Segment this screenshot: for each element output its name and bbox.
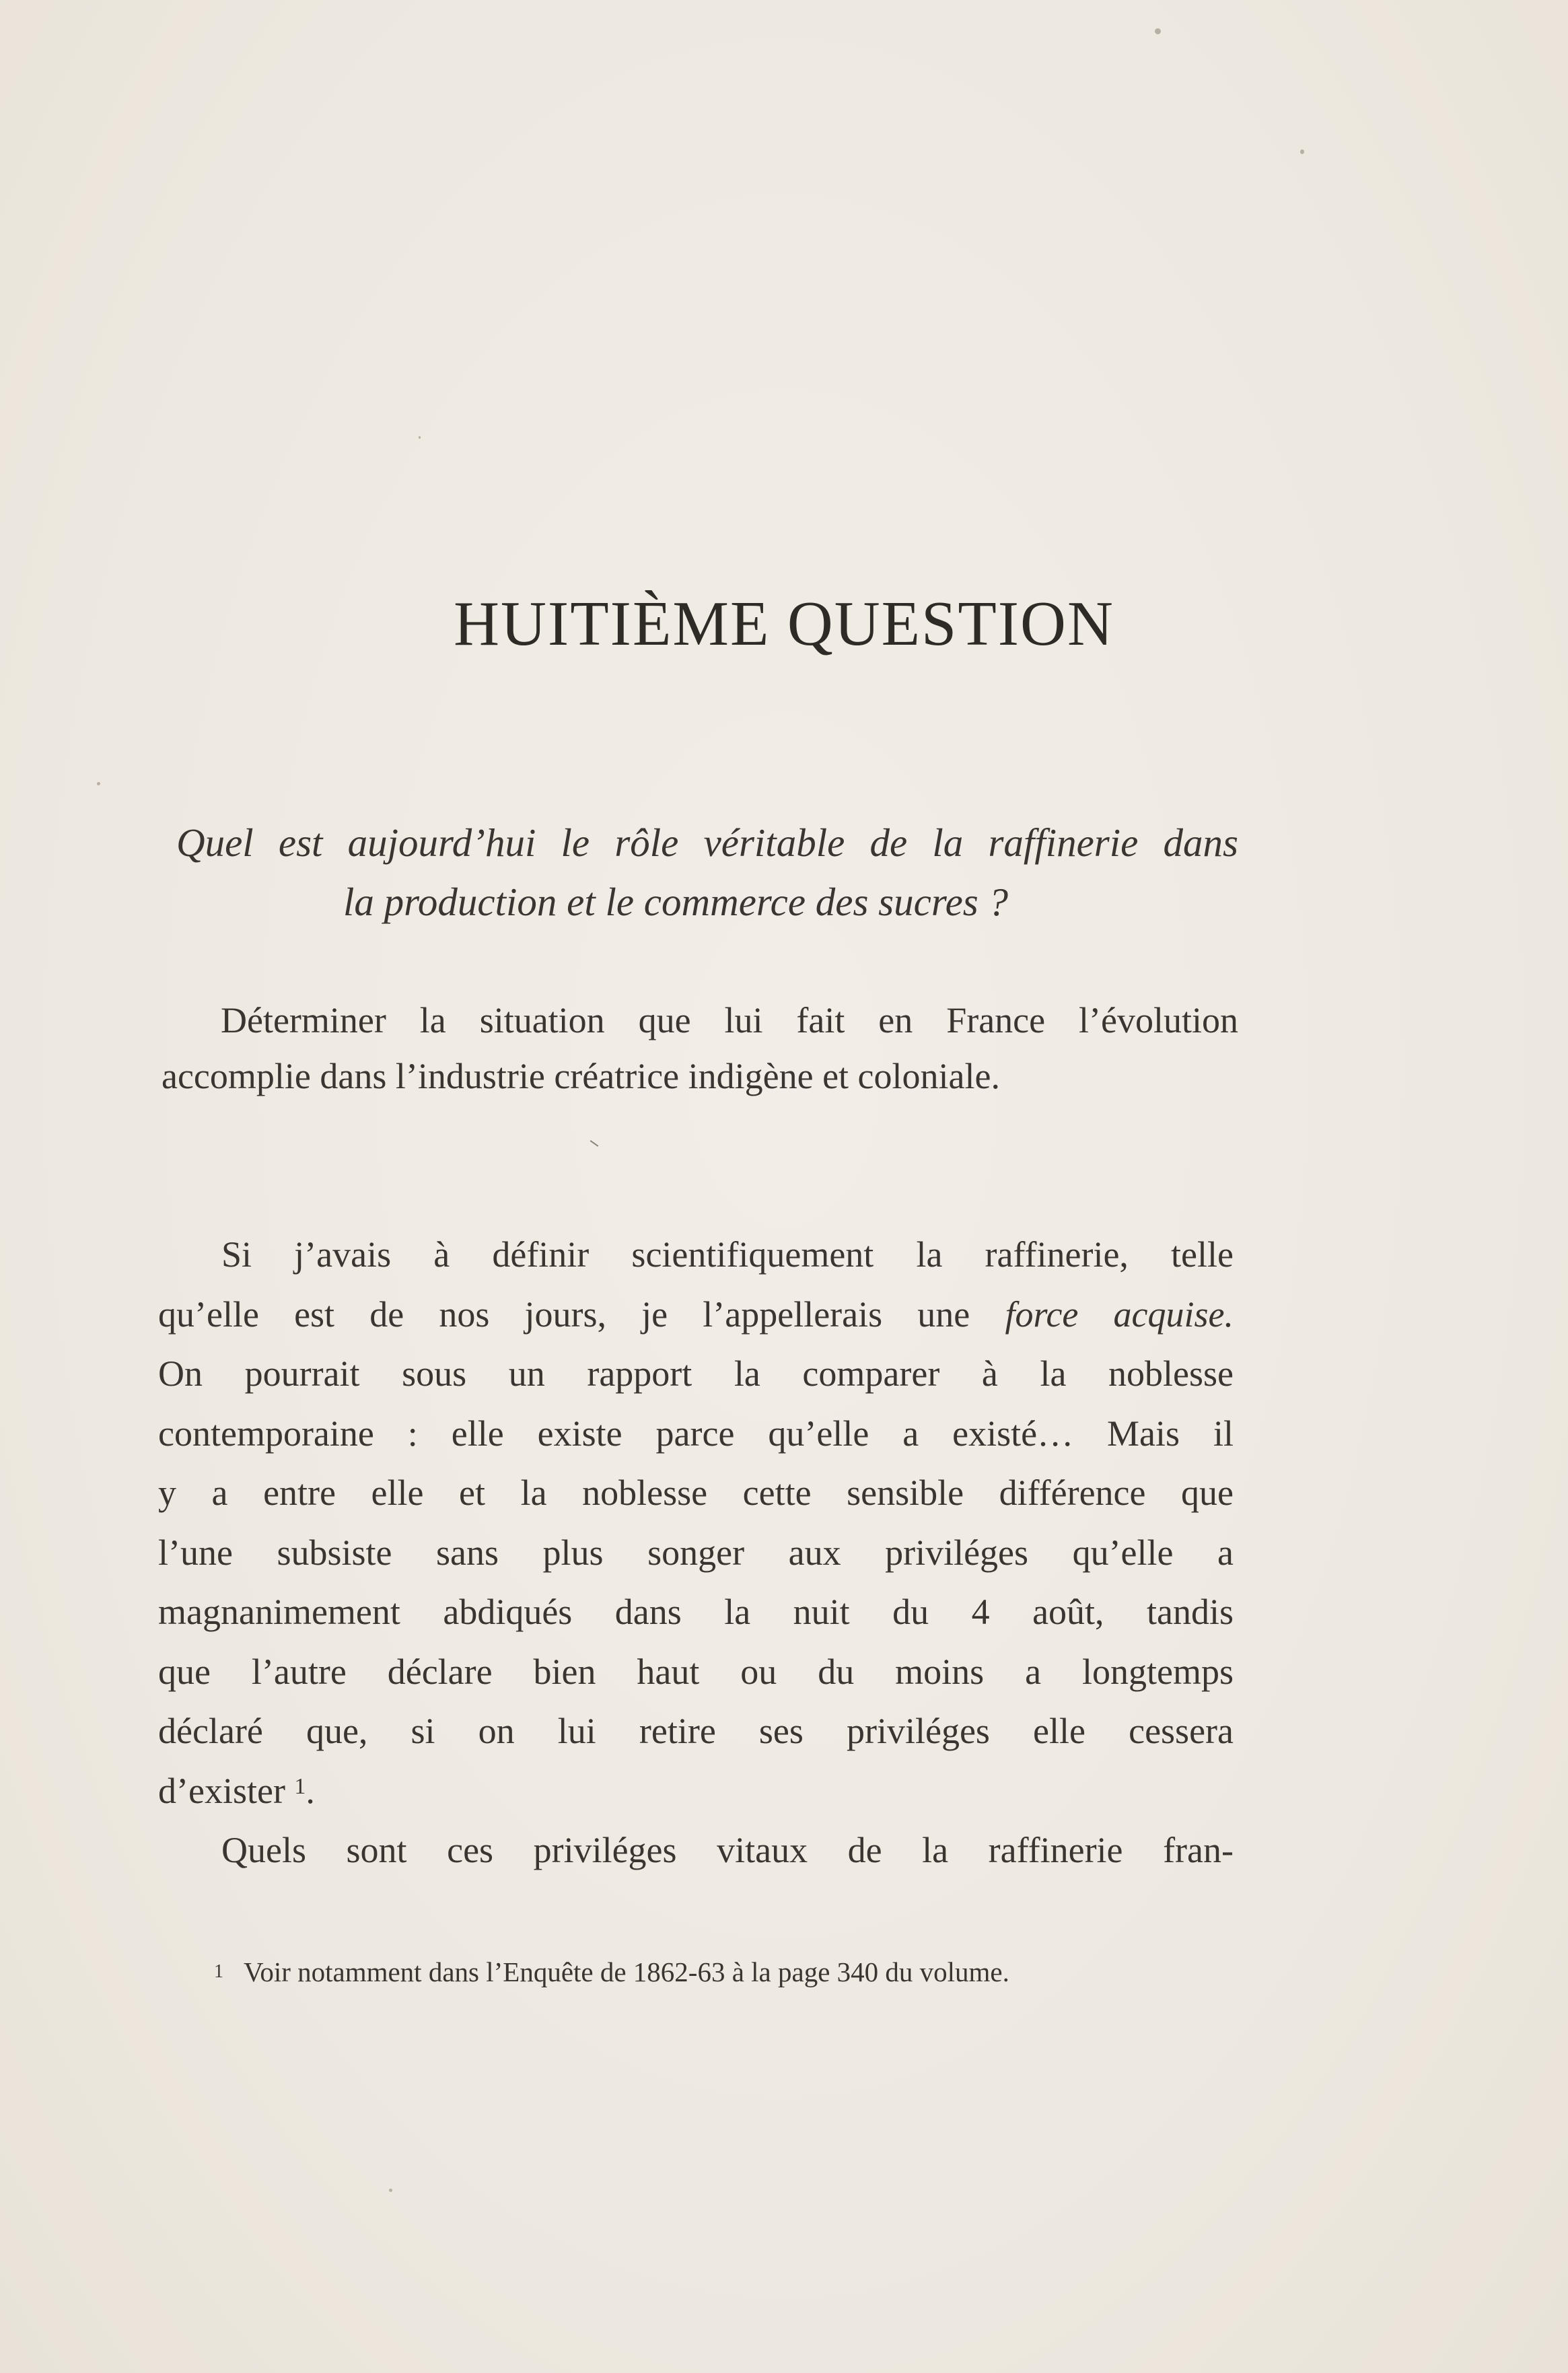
body-line-7: magnanimement abdiqués dans la nuit du 4 août, tandis [158,1592,1234,1632]
task-line-1: Déterminer la situation que lui fait en France l’évolution [221,1000,1238,1040]
body-line-2 [158,1285,1234,1345]
footnote-number: 1 [214,1961,223,1982]
body-line-11: Quels sont ces priviléges vitaux de la raffinerie fran- [221,1830,1234,1870]
body-line-6: l’une subsiste sans plus songer aux priviléges qu’elle a [158,1532,1234,1573]
ink-mark [590,1140,599,1147]
body-line-10-end: . [306,1770,315,1811]
body-line-10-text: d’exister [158,1770,285,1811]
footnote-text: Voir notamment dans l’Enquête de 1862-63 à la page 340 du volume. [244,1956,1009,1987]
paper-speck [419,436,421,439]
body-line-3: On pourrait sous un rapport la comparer à la noblesse [158,1353,1234,1394]
footnote-ref: 1 [294,1773,306,1799]
paper-speck [97,782,100,785]
chapter-title: HUITIÈME QUESTION [454,589,1114,659]
body-line-5: y a entre elle et la noblesse cette sensible différence que [158,1473,1234,1513]
paper-speck [1155,28,1161,34]
task-paragraph [162,993,1238,1104]
body-line-8: que l’autre déclare bien haut ou du moins a longtemps [158,1651,1234,1692]
question-line-1: Quel est aujourd’hui le rôle véritable de la raffinerie dans [176,820,1238,865]
body-paragraph [158,1225,1234,1880]
body-line-4: contemporaine : elle existe parce qu’elle a existé… Mais il [158,1413,1234,1454]
body-line-1: Si j’avais à définir scientifiquement la raffinerie, telle [221,1234,1234,1275]
body-line-2-emphasis: force acquise. [1005,1294,1234,1335]
body-line-2-text: qu’elle est de nos jours, je l’appellerais une [158,1294,1005,1335]
question-text [176,813,1238,931]
question-line-2: la production et le commerce des sucres ? [343,880,1008,924]
paper-speck [1300,149,1304,154]
body-line-10 [158,1761,1234,1821]
body-line-9: déclaré que, si on lui retire ses priviléges elle cessera [158,1711,1234,1751]
footnote [214,1954,1237,1989]
paper-speck [389,2189,392,2192]
task-line-2: accomplie dans l’industrie créatrice indigène et coloniale. [162,1056,1000,1096]
